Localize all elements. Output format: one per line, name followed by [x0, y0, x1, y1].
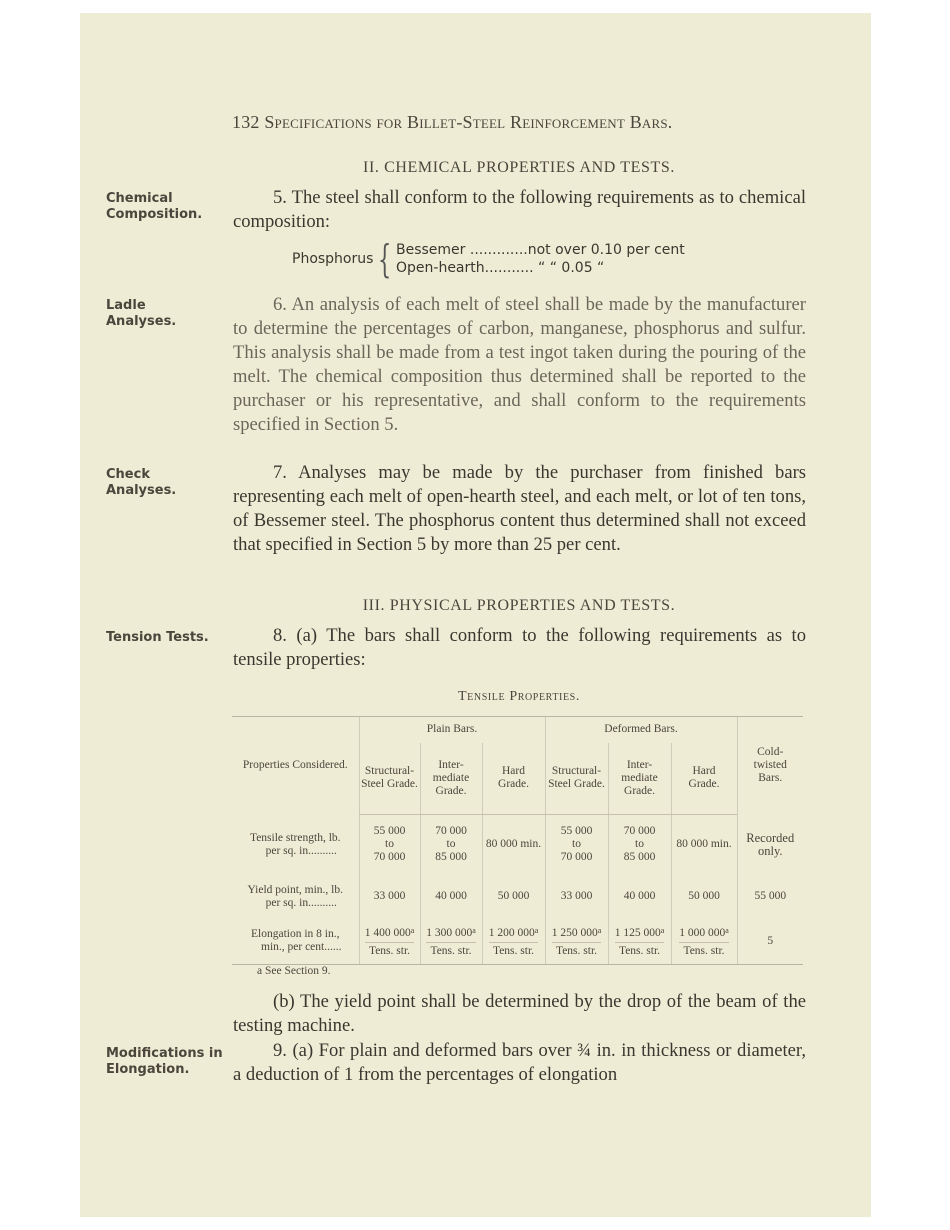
page-number: 132 [232, 112, 260, 132]
paragraph-5 [233, 186, 806, 234]
table-cell: 5 [737, 919, 803, 965]
paragraph-text: 6. An analysis of each melt of steel shall be made by the manufacturer to determine the percentages of carbon, manganese, phosphorus and sulfur. This analysis shall be made from a test ingot taken during the pouring of the melt. The chemical composition thus determined shall be reported to the purchaser or his representative, and shall conform to the requirements specified in Section 5. [233, 294, 806, 435]
margin-note-line: Ladle [106, 298, 146, 313]
table-cell: Recorded only. [737, 815, 803, 875]
margin-note-tension-tests: Tension Tests. [106, 630, 209, 645]
table-cell: 55 000 [737, 875, 803, 919]
subheader-hard: Hard Grade. [671, 743, 737, 815]
section-title-physical: III. PHYSICAL PROPERTIES AND TESTS. [362, 597, 676, 614]
paragraph-text: 7. Analyses may be made by the purchaser from finished bars representing each melt of open-hearth steel, and each melt, or lot of ten tons, of Bessemer steel. The phosphorus content thus determined shall not exceed that specified in Section 5 by more than 25 per cent. [233, 462, 806, 555]
margin-note-line: Elongation. [106, 1062, 190, 1077]
bessemer-row: Bessemer .............not over 0.10 per cent [396, 242, 685, 258]
header-properties: Properties Considered. [232, 717, 359, 815]
table-cell: 55 000 to 70 000 [359, 815, 420, 875]
paragraph-7 [233, 461, 806, 557]
row-label: Yield point, min., lb. per sq. in.......... [247, 883, 343, 909]
table-cell: 50 000 [671, 875, 737, 919]
table-cell: 80 000 min. [671, 815, 737, 875]
running-header [232, 112, 806, 133]
table-cell: 40 000 [420, 875, 482, 919]
table-cell: 50 000 [482, 875, 545, 919]
open-hearth-row: Open-hearth........... “ “ 0.05 “ [396, 260, 605, 276]
paragraph-9 [233, 1039, 806, 1087]
brace-icon: { [378, 237, 392, 281]
table-cell: 33 000 [545, 875, 608, 919]
table-cell: 70 000 to 85 000 [420, 815, 482, 875]
table-header-row [232, 717, 803, 743]
margin-note-line: Analyses. [106, 314, 177, 329]
table-row-yield [232, 875, 803, 919]
paragraph-8b [233, 990, 806, 1038]
table-footnote: a See Section 9. [257, 965, 331, 977]
table-cell: 1 000 000$^a$ Tens. str. [671, 919, 737, 965]
table-cell: 1 300 000$^a$ Tens. str. [420, 919, 482, 965]
tensile-properties-table [232, 716, 803, 965]
header-title: Specifications for Billet-Steel Reinforcement Bars. [264, 112, 673, 132]
paragraph-text: 5. The steel shall conform to the following requirements as to chemical composition: [233, 187, 806, 232]
table-row-tensile [232, 815, 803, 875]
header-cold-twisted: Cold-twisted Bars. [737, 717, 803, 815]
phosphorus-label: Phosphorus [292, 251, 374, 267]
row-label: Tensile strength, lb. per sq. in.......... [249, 831, 341, 857]
header-deformed-bars: Deformed Bars. [545, 717, 737, 743]
section-title-chemical: II. CHEMICAL PROPERTIES AND TESTS. [363, 159, 675, 176]
table-cell: 1 125 000$^a$ Tens. str. [608, 919, 671, 965]
header-plain-bars: Plain Bars. [359, 717, 545, 743]
subheader-intermediate: Inter-mediate Grade. [608, 743, 671, 815]
paragraph-text: (b) The yield point shall be determined by the drop of the beam of the testing machine. [233, 991, 806, 1036]
margin-note-line: Analyses. [106, 483, 177, 498]
table-title: Tensile Properties. [458, 689, 580, 704]
row-label: Elongation in 8 in., min., per cent...... [232, 919, 359, 965]
table-cell: 80 000 min. [482, 815, 545, 875]
subheader-intermediate: Inter-mediate Grade. [420, 743, 482, 815]
table-cell: 1 400 000$^a$ Tens. str. [359, 919, 420, 965]
paragraph-text: 9. (a) For plain and deformed bars over ¾ in. in thickness or diameter, a deduction of 1 from the percentages of elongation [233, 1040, 806, 1085]
paragraph-6 [233, 293, 806, 437]
table-cell: 70 000 to 85 000 [608, 815, 671, 875]
table-cell: 33 000 [359, 875, 420, 919]
table-cell: 40 000 [608, 875, 671, 919]
margin-note-check-analyses [106, 467, 176, 499]
margin-note-line: Check [106, 467, 150, 482]
table-cell: 1 200 000$^a$ Tens. str. [482, 919, 545, 965]
subheader-structural: Structural-Steel Grade. [359, 743, 420, 815]
margin-note-modifications [106, 1046, 223, 1078]
margin-note-line: Modifications in [106, 1046, 223, 1061]
paragraph-text: 8. (a) The bars shall conform to the following requirements as to tensile properties: [233, 625, 806, 670]
paragraph-8a [233, 624, 806, 672]
margin-note-ladle-analyses [106, 298, 176, 330]
table-cell: 55 000 to 70 000 [545, 815, 608, 875]
margin-note-line: Composition. [106, 207, 203, 222]
subheader-hard: Hard Grade. [482, 743, 545, 815]
margin-note-line: Chemical [106, 191, 173, 206]
subheader-structural: Structural-Steel Grade. [545, 743, 608, 815]
table-cell: 1 250 000$^a$ Tens. str. [545, 919, 608, 965]
table-row-elongation [232, 919, 803, 965]
margin-note-chemical-composition [106, 191, 202, 223]
